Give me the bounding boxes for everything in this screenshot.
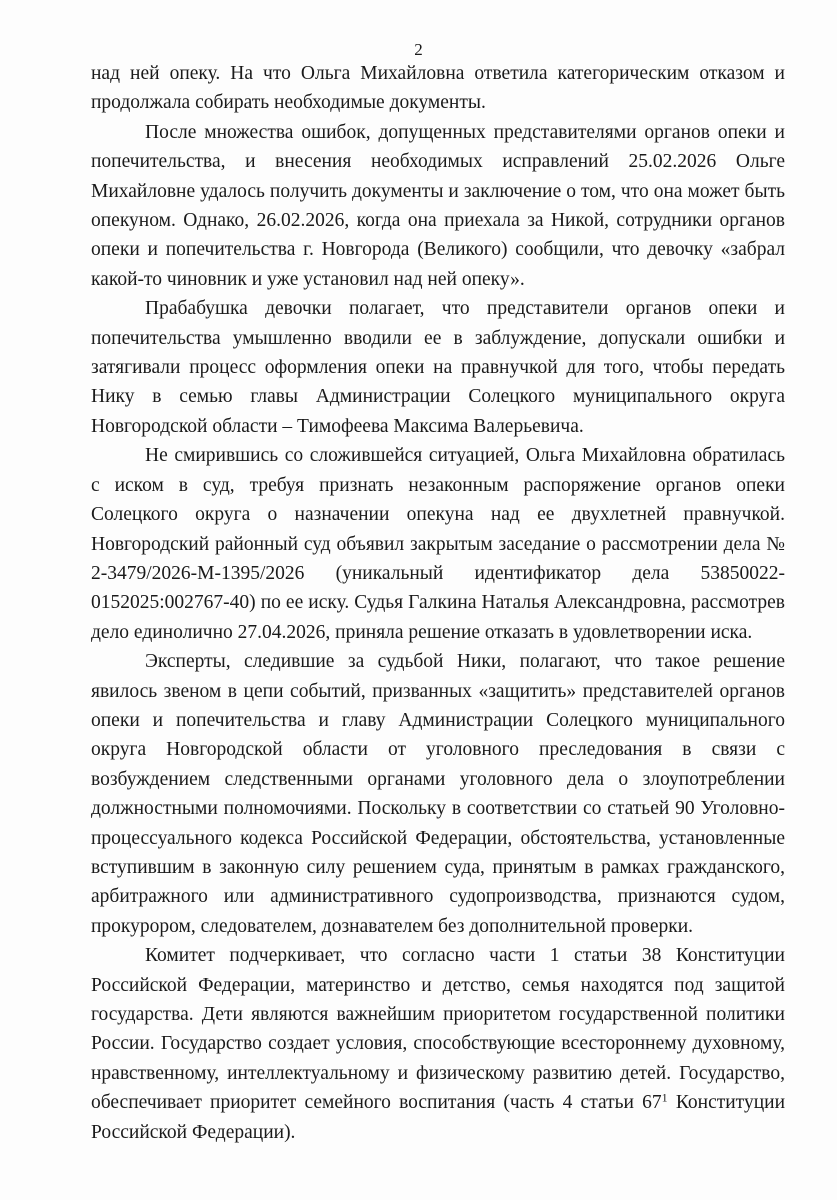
document-body	[91, 59, 785, 1147]
article-superscript: 1	[661, 1090, 668, 1105]
committee-statement-text: Комитет подчеркивает, что согласно части 1 статьи 38 Конституции Российской Федерации, материнство и детство, семья находятся под защитой государства. Дети являются важнейшим приоритетом государственной политики России. Государство создает условия, способствующие всестороннему духовному, нравственному, интеллектуальному и физическому развитию детей. Государство, обеспечивает приоритет семейного воспитания (часть 4 статьи 67	[91, 945, 785, 1114]
page-number: 2	[414, 40, 423, 59]
committee-statement-ending: Конституции Российской Федерации).	[91, 1092, 786, 1143]
paragraph-committee-statement	[91, 941, 785, 1147]
paragraph-continuation: над ней опеку. На что Ольга Михайловна ответила категорическим отказом и продолжала собирать необходимые документы.	[91, 63, 785, 114]
paragraph-guardianship-documents: После множества ошибок, допущенных представителями органов опеки и попечительства, и внесения необходимых исправлений 25.02.2026 Ольге Михайловне удалось получить документы и заключение о том, что она может быть опекуном. Однако, 26.02.2026, когда она приехала за Никой, сотрудники органов опеки и попечительства г. Новгорода (Великого) сообщили, что девочку «забрал какой-то чиновник и уже установил над ней опеку».	[91, 121, 785, 290]
paragraph-court-case: Не смирившись со сложившейся ситуацией, Ольга Михайловна обратилась с иском в суд, требуя признать незаконным распоряжение органов опеки Солецкого округа о назначении опекуна над ее двухлетней правнучкой. Новгородский районный суд объявил закрытым заседание о рассмотрении дела № 2-3479/2026-М-1395/2026 (уникальный идентификатор дела 53850022-0152025:002767-40) по ее иску. Судья Галкина Наталья Александровна, рассмотрев дело единолично 27.04.2026, приняла решение отказать в удовлетворении иска.	[91, 445, 785, 643]
paragraph-experts-opinion: Эксперты, следившие за судьбой Ники, полагают, что такое решение явилось звеном в цепи событий, призванных «защитить» представителей органов опеки и попечительства и главу Администрации Солецкого муниципального округа Новгородской области от уголовного преследования в связи с возбуждением следственными органами уголовного дела о злоупотреблении должностными полномочиями. Поскольку в соответствии со статьей 90 Уголовно-процессуального кодекса Российской Федерации, обстоятельства, установленные вступившим в законную силу решением суда, принятым в рамках гражданского, арбитражного или административного судопроизводства, признаются судом, прокурором, следователем, дознавателем без дополнительной проверки.	[91, 651, 785, 937]
paragraph-great-grandmother-claim: Прабабушка девочки полагает, что представители органов опеки и попечительства умышленно вводили ее в заблуждение, допускали ошибки и затягивали процесс оформления опеки на правнучкой для того, чтобы передать Нику в семью главы Администрации Солецкого муниципального округа Новгородской области – Тимофеева Максима Валерьевича.	[91, 298, 785, 437]
